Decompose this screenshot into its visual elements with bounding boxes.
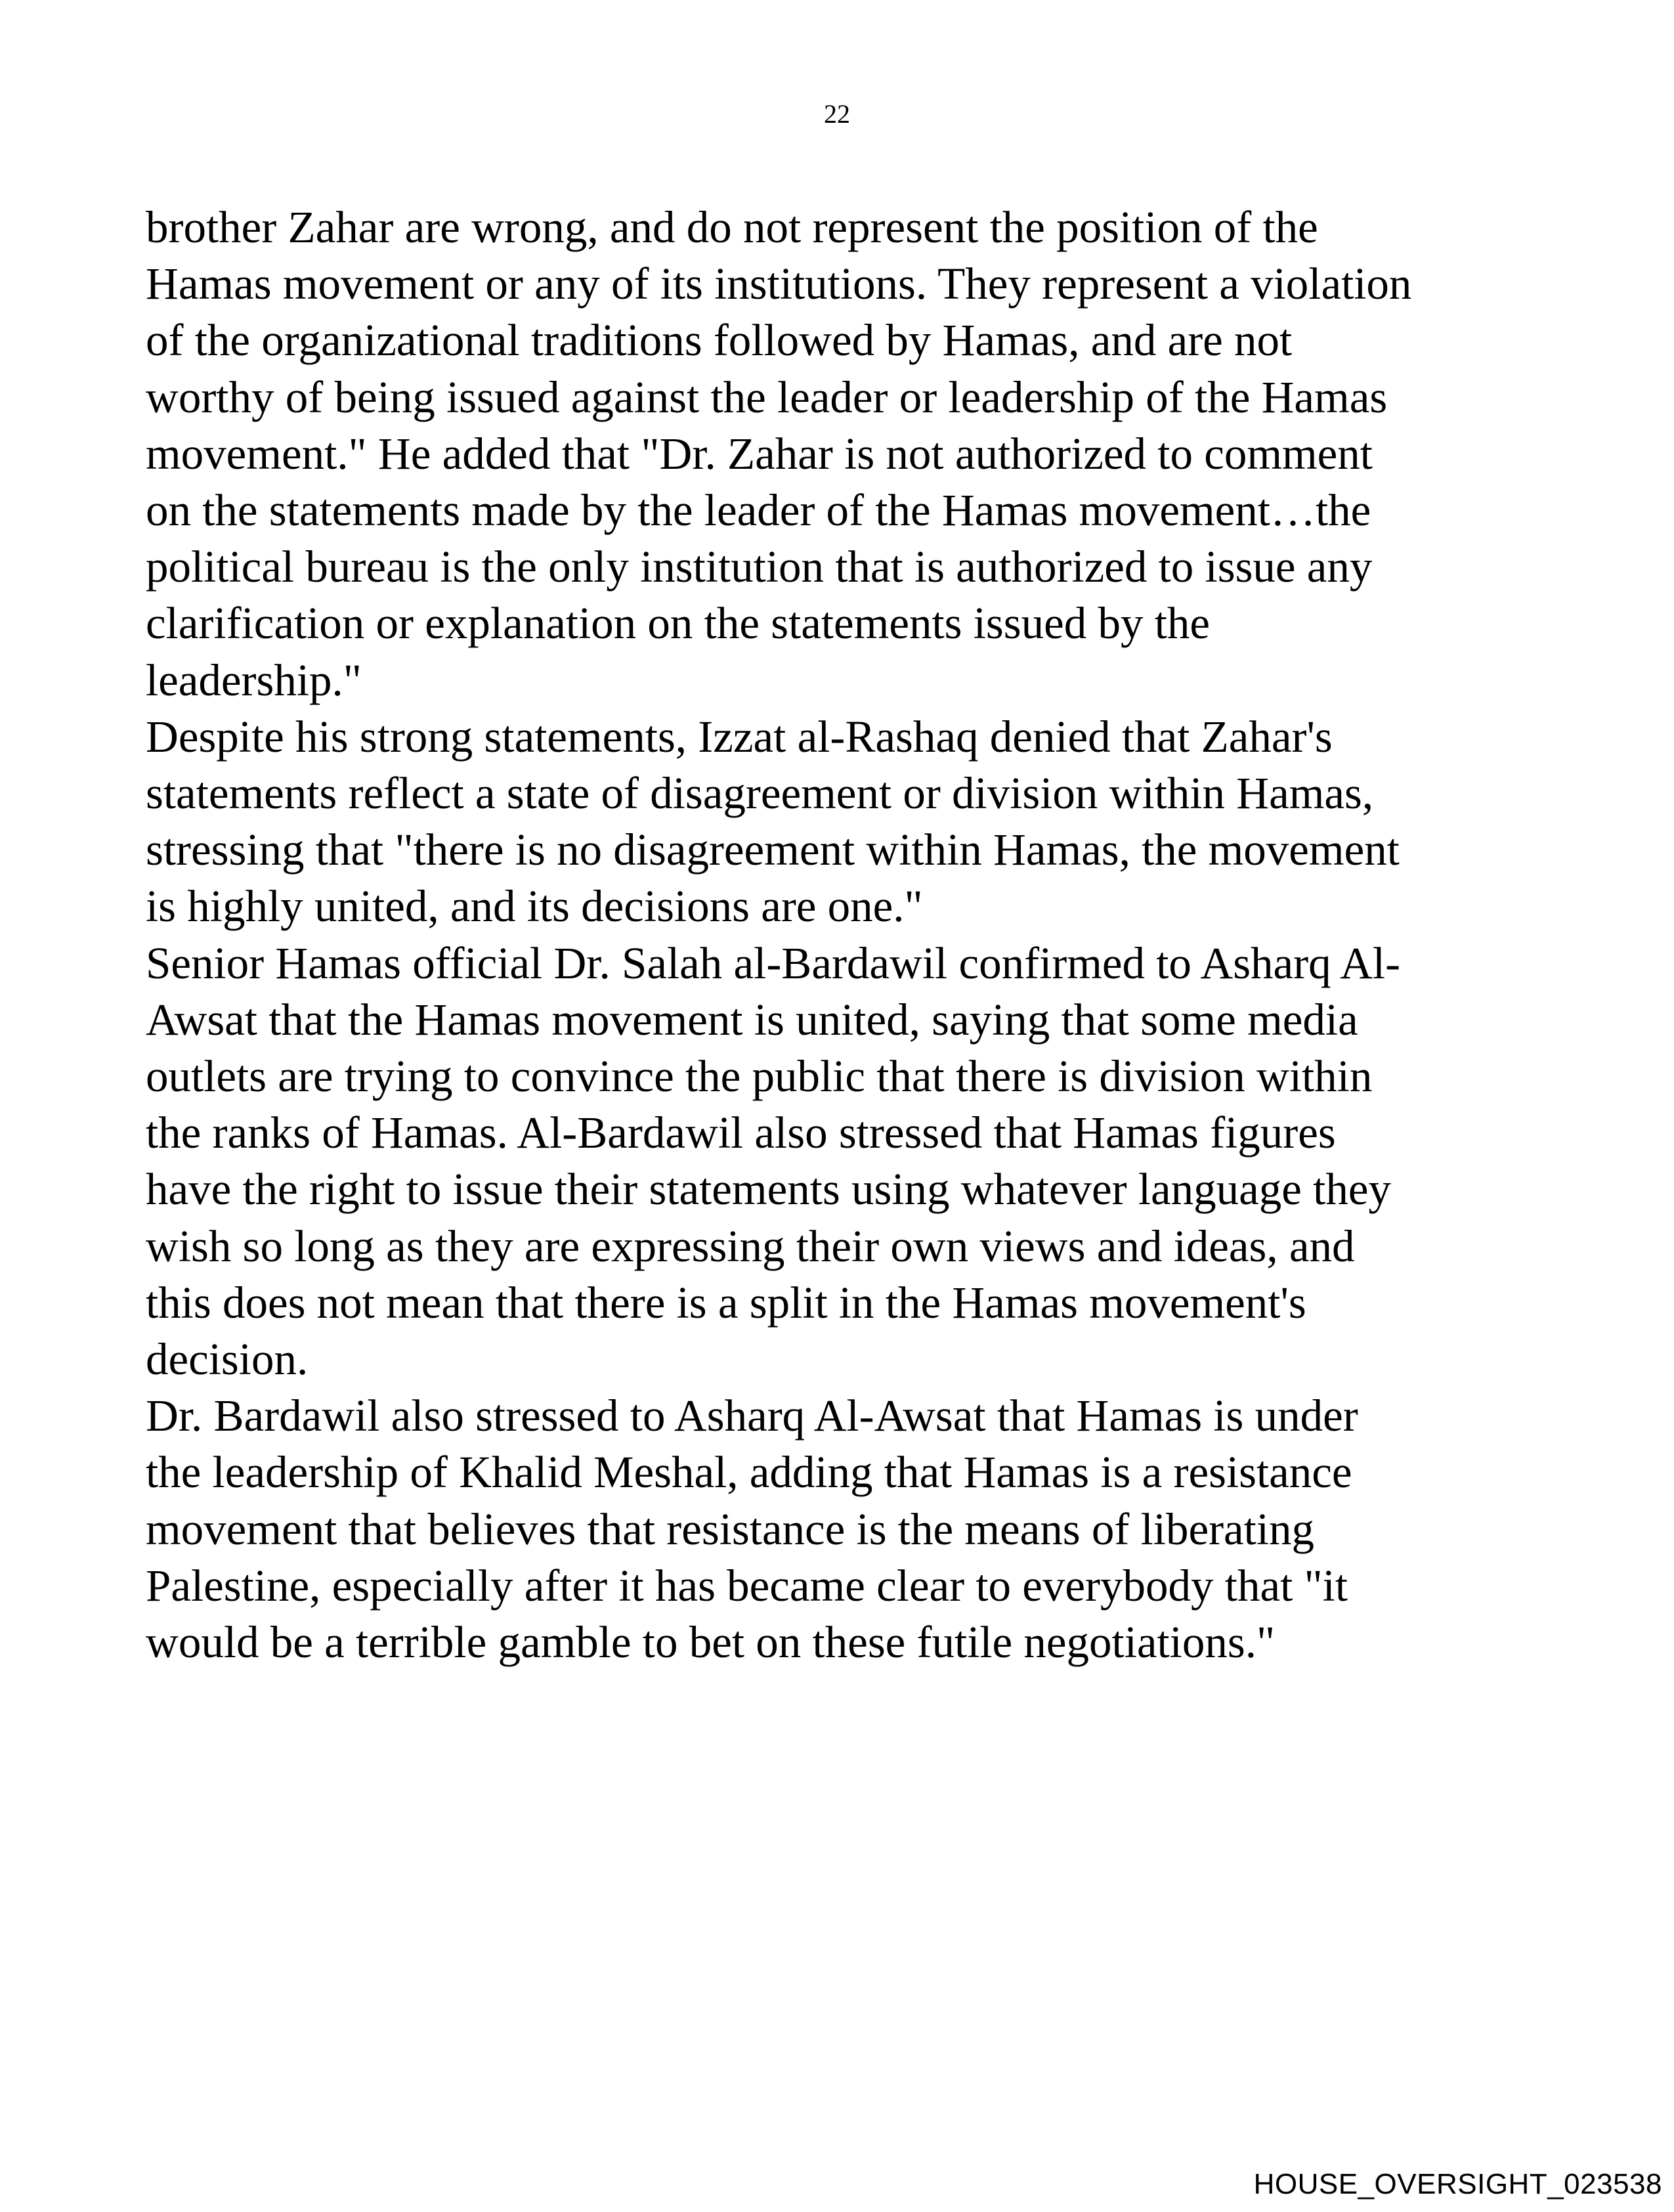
text-line: Hamas movement or any of its institutions. They represent a violation: [146, 259, 1412, 309]
text-line: decision.: [146, 1334, 309, 1385]
text-line: Despite his strong statements, Izzat al-Rashaq denied that Zahar's: [146, 711, 1333, 762]
text-line: the ranks of Hamas. Al-Bardawil also stressed that Hamas figures: [146, 1108, 1336, 1158]
text-line: movement that believes that resistance is the means of liberating: [146, 1504, 1315, 1554]
text-line: of the organizational traditions followed by Hamas, and are not: [146, 315, 1293, 366]
bates-stamp: HOUSE_OVERSIGHT_023538: [1253, 2168, 1662, 2200]
text-line: leadership.": [146, 655, 362, 705]
paragraph-rashaq-denial: [146, 708, 1590, 935]
paragraph-zahar-statements: [146, 199, 1590, 708]
document-body: [146, 199, 1590, 1670]
text-line: on the statements made by the leader of the Hamas movement…the: [146, 485, 1371, 536]
text-line: Palestine, especially after it has became clear to everybody that "it: [146, 1560, 1348, 1611]
paragraph-bardawil-resistance: [146, 1387, 1590, 1670]
text-line: have the right to issue their statements using whatever language they: [146, 1164, 1391, 1215]
text-line: is highly united, and its decisions are one.": [146, 881, 923, 932]
text-line: Awsat that the Hamas movement is united, saying that some media: [146, 994, 1358, 1045]
page-number: 22: [824, 99, 850, 129]
text-line: political bureau is the only institution that is authorized to issue any: [146, 542, 1373, 592]
paragraph-bardawil-unity: [146, 935, 1590, 1388]
text-line: brother Zahar are wrong, and do not represent the position of the: [146, 202, 1318, 252]
text-line: movement." He added that "Dr. Zahar is not authorized to comment: [146, 428, 1373, 479]
text-line: this does not mean that there is a split in the Hamas movement's: [146, 1277, 1306, 1328]
text-line: statements reflect a state of disagreement or division within Hamas,: [146, 768, 1374, 819]
text-line: outlets are trying to convince the public that there is division within: [146, 1051, 1373, 1102]
text-line: stressing that "there is no disagreement within Hamas, the movement: [146, 825, 1400, 875]
text-line: would be a terrible gamble to bet on these futile negotiations.": [146, 1617, 1276, 1668]
text-line: Dr. Bardawil also stressed to Asharq Al-Awsat that Hamas is under: [146, 1391, 1358, 1441]
text-line: clarification or explanation on the statements issued by the: [146, 598, 1211, 649]
text-line: the leadership of Khalid Meshal, adding that Hamas is a resistance: [146, 1447, 1352, 1498]
text-line: wish so long as they are expressing their own views and ideas, and: [146, 1221, 1355, 1271]
text-line: Senior Hamas official Dr. Salah al-Bardawil confirmed to Asharq Al-: [146, 938, 1401, 988]
text-line: worthy of being issued against the leader or leadership of the Hamas: [146, 372, 1388, 422]
